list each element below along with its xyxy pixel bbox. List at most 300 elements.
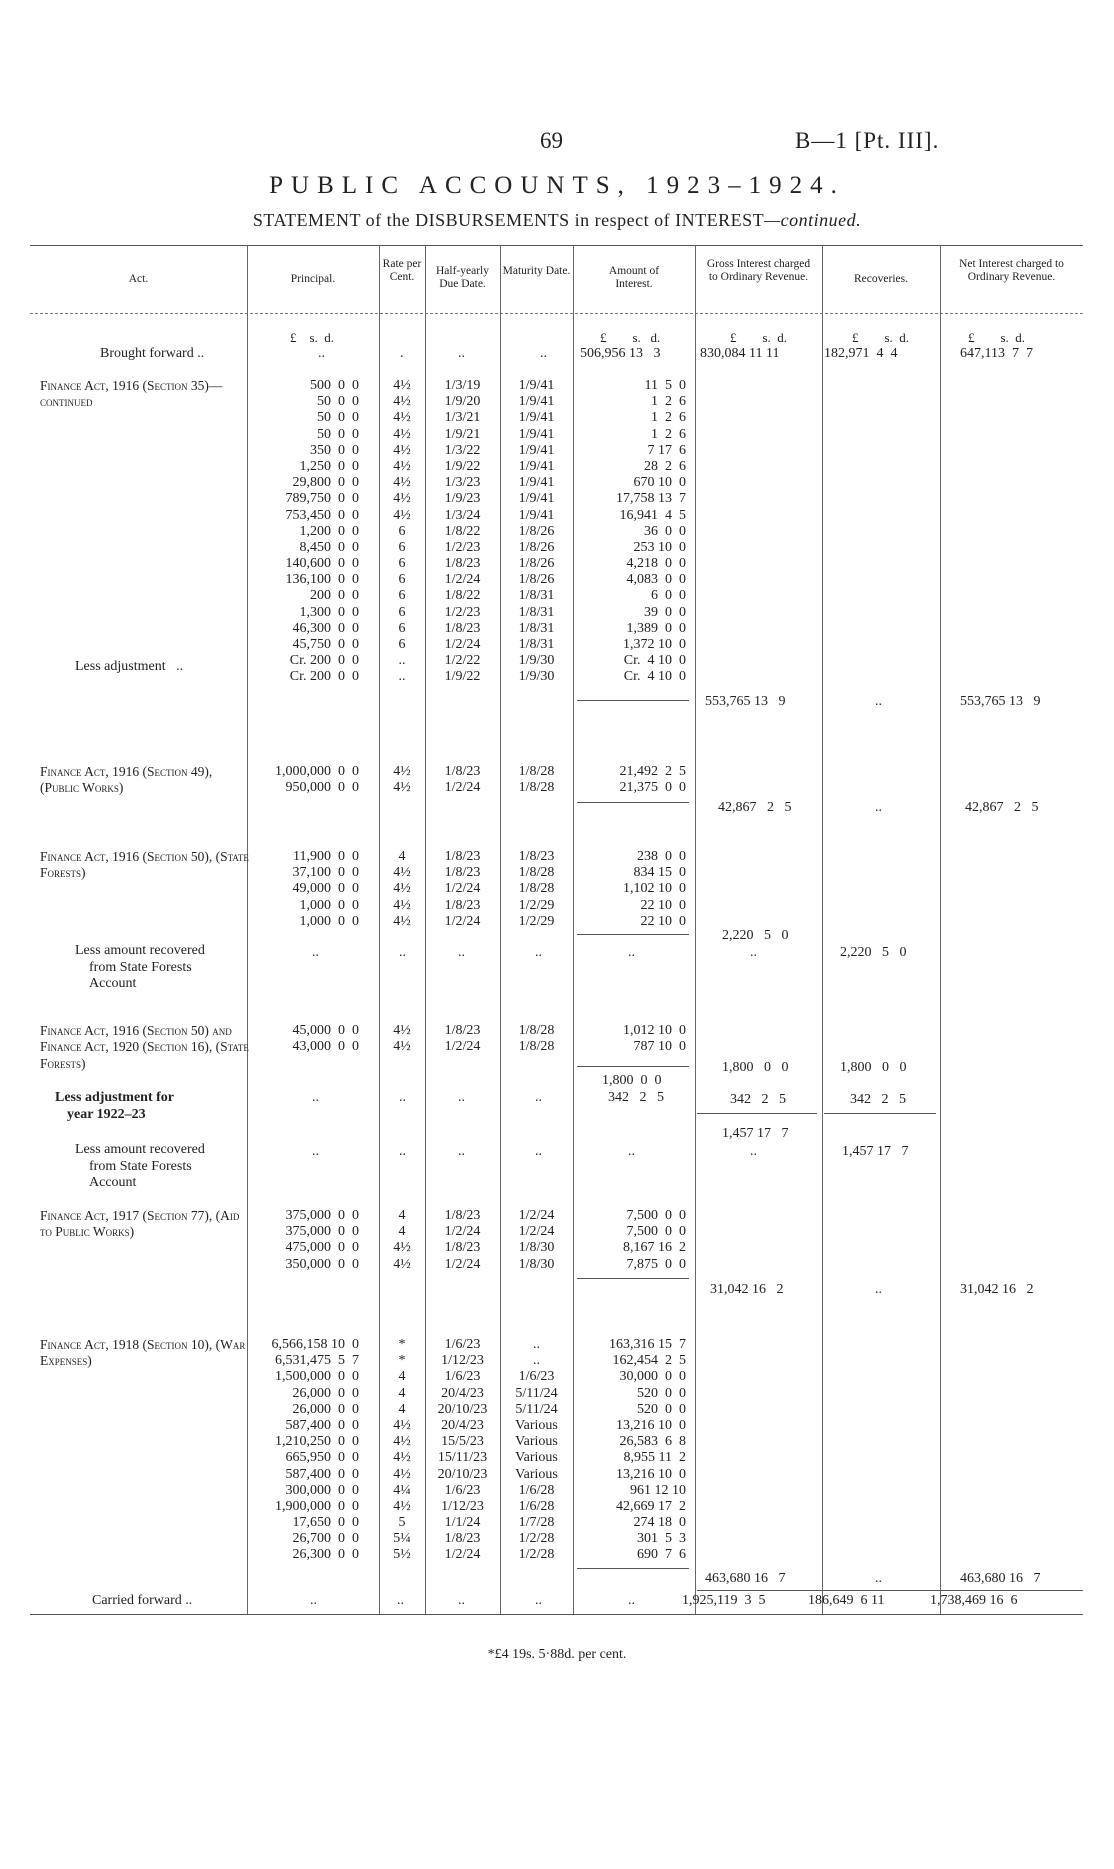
table-row (0, 865, 1114, 881)
maturity-cell: Various (515, 1434, 558, 1450)
less-recovered-label (75, 1142, 205, 1192)
subtotal-rule (577, 1278, 689, 1279)
half-yearly-cell: 1/12/23 (441, 1353, 484, 1369)
rate-cell: 4½ (393, 1256, 411, 1272)
rate-cell: 4½ (393, 764, 411, 779)
maturity-cell: 1/8/28 (518, 1023, 555, 1038)
table-row (0, 588, 1114, 604)
principal-cell: 26,000 0 0 (292, 1385, 359, 1401)
maturity-cell: 1/9/41 (518, 394, 555, 410)
header-rate: Rate per Cent. (382, 258, 422, 283)
section-recoveries: .. (875, 694, 882, 709)
carried-forward-principal: .. (310, 1593, 317, 1608)
maturity-cell: Various (515, 1417, 558, 1433)
maturity-cell: 1/8/31 (518, 604, 555, 620)
amount-cell: 834 15 0 (633, 865, 686, 881)
rate-cell: .. (398, 669, 406, 685)
header-net: Net Interest charged to Ordinary Revenue. (959, 258, 1064, 283)
table-row (0, 1023, 1114, 1039)
principal-cell: 475,000 0 0 (285, 1240, 359, 1256)
principal-cell: 26,300 0 0 (292, 1547, 359, 1563)
rate-cell: 6 (398, 620, 406, 636)
rate-cell: 5¼ (393, 1531, 411, 1547)
table-row (0, 1515, 1114, 1531)
principal-cell: 6,566,158 10 0 (271, 1337, 359, 1352)
half-yearly-cell: 20/4/23 (441, 1417, 484, 1433)
header-act: Act. (128, 273, 149, 285)
amount-cell: 787 10 0 (633, 1039, 686, 1055)
less-recovered-label (75, 943, 205, 993)
subtotal-rule (577, 934, 689, 935)
carried-forward-half: .. (458, 1593, 465, 1608)
amount-cell: 13,216 10 0 (616, 1466, 686, 1482)
page-title: PUBLIC ACCOUNTS, 1923–1924. (269, 172, 845, 199)
table-row (0, 572, 1114, 588)
maturity-cell: 1/8/26 (518, 539, 555, 555)
maturity-cell: 1/8/28 (518, 865, 555, 881)
maturity-cell: 1/9/41 (518, 507, 555, 523)
adjustment-recoveries: 342 2 5 (850, 1092, 906, 1107)
act-title: Finance Act, 1916 (Section 35)—continued (40, 378, 223, 409)
table-row (0, 1353, 1114, 1369)
maturity-cell: .. (533, 1353, 540, 1369)
amount-cell: 4,218 0 0 (626, 556, 686, 572)
dots: .. (750, 945, 757, 960)
rate-cell: 6 (398, 604, 406, 620)
table-row (0, 459, 1114, 475)
interest-rows (0, 1023, 1114, 1055)
section-subtotal: 1,800 0 0 (602, 1073, 662, 1088)
principal-cell: 45,750 0 0 (292, 637, 359, 652)
half-yearly-cell: 1/8/22 (444, 523, 481, 539)
amount-cell: 1 2 6 (651, 394, 686, 410)
principal-cell: 587,400 0 0 (285, 1466, 359, 1482)
subtotal-rule (824, 1113, 936, 1114)
table-top-rule (30, 245, 1083, 246)
amount-cell: 8,167 16 2 (623, 1240, 686, 1256)
dots: .. (535, 945, 542, 960)
section-recoveries: .. (875, 800, 882, 815)
brought-forward-label: Brought forward .. (100, 346, 205, 361)
less-recovered-line: from State Forests (89, 959, 192, 975)
principal-cell: 1,210,250 0 0 (275, 1434, 359, 1450)
table-row (0, 1499, 1114, 1515)
maturity-cell: Various (515, 1466, 558, 1482)
amount-cell: 690 7 6 (637, 1547, 686, 1563)
less-recovered-line: Account (89, 976, 137, 991)
half-yearly-cell: 1/8/22 (444, 588, 481, 604)
amount-cell: 7,500 0 0 (626, 1224, 686, 1240)
rate-cell: 4½ (393, 458, 411, 474)
principal-cell: 300,000 0 0 (285, 1482, 359, 1498)
table-row (0, 1208, 1114, 1224)
maturity-cell: 1/8/30 (518, 1256, 555, 1272)
brought-forward-recoveries: 182,971 4 4 (824, 346, 898, 361)
half-yearly-cell: 1/9/23 (444, 491, 481, 507)
amount-cell: 162,454 2 5 (612, 1353, 686, 1369)
recovered-amount: 1,457 17 7 (842, 1144, 909, 1159)
less-recovered-line: Account (89, 1175, 137, 1190)
maturity-cell: 1/8/31 (518, 588, 555, 604)
principal-cell: 665,950 0 0 (285, 1450, 359, 1466)
principal-cell: 45,000 0 0 (292, 1023, 359, 1038)
dots: .. (628, 1144, 635, 1159)
principal-cell: 43,000 0 0 (292, 1039, 359, 1055)
principal-cell: 375,000 0 0 (285, 1208, 359, 1223)
table-row (0, 556, 1114, 572)
maturity-cell: 1/6/28 (518, 1498, 555, 1514)
rate-cell: 6 (398, 637, 406, 652)
less-adjustment-line: Less adjustment for (55, 1090, 174, 1105)
amount-cell: 4,083 0 0 (626, 572, 686, 588)
amount-cell: 22 10 0 (640, 913, 686, 929)
act-title: Finance Act, 1917 (Section 77), (Aid to Public Works) (40, 1208, 240, 1239)
half-yearly-cell: 1/2/24 (444, 1547, 481, 1563)
subtotal-rule (577, 802, 689, 803)
maturity-cell: 1/2/24 (518, 1224, 555, 1240)
table-row (0, 378, 1114, 394)
table-row (0, 914, 1114, 930)
half-yearly-cell: 1/8/23 (444, 865, 481, 881)
section-gross: 1,800 0 0 (722, 1060, 789, 1075)
principal-cell: 350,000 0 0 (285, 1256, 359, 1272)
less-adjustment-line: year 1922–23 (67, 1106, 146, 1122)
rate-cell: 4½ (393, 897, 411, 913)
section-net: 42,867 2 5 (965, 800, 1039, 815)
act-title: Finance Act, 1916 (Section 49), (Public Works) (40, 764, 213, 795)
maturity-cell: 5/11/24 (515, 1385, 558, 1401)
half-yearly-cell: 1/3/19 (444, 378, 481, 393)
half-yearly-cell: 1/12/23 (441, 1498, 484, 1514)
principal-cell: 1,300 0 0 (299, 604, 359, 620)
carried-forward-amount: .. (628, 1593, 635, 1608)
maturity-cell: 1/9/41 (518, 442, 555, 458)
dots: .. (312, 945, 319, 960)
maturity-cell: 1/9/41 (518, 378, 555, 393)
rate-cell: 4 (398, 1224, 406, 1240)
rate-cell: 4¼ (393, 1482, 411, 1498)
table-row (0, 780, 1114, 796)
carried-forward-recoveries: 186,649 6 11 (808, 1593, 885, 1608)
maturity-cell: 1/2/29 (518, 913, 555, 929)
table-row (0, 1337, 1114, 1353)
principal-cell: 8,450 0 0 (299, 539, 359, 555)
maturity-cell: 1/8/26 (518, 572, 555, 588)
principal-cell: 950,000 0 0 (285, 780, 359, 796)
table-row (0, 491, 1114, 507)
currency-gross: £ s. d. (730, 330, 788, 345)
section-recoveries: .. (875, 1571, 882, 1586)
principal-cell: 350 0 0 (310, 442, 359, 458)
table-row (0, 540, 1114, 556)
table-row (0, 1418, 1114, 1434)
header-maturity: Maturity Date. (502, 265, 571, 277)
less-adjustment-label: Less adjustment .. (75, 659, 184, 674)
table-row (0, 524, 1114, 540)
rate-cell: 4½ (393, 410, 411, 426)
half-yearly-cell: 1/8/23 (444, 556, 481, 572)
amount-cell: 13,216 10 0 (616, 1417, 686, 1433)
principal-cell: 49,000 0 0 (292, 881, 359, 897)
interest-rows (0, 849, 1114, 930)
half-yearly-cell: 1/6/23 (444, 1482, 481, 1498)
maturity-cell: 1/6/23 (518, 1369, 555, 1385)
table-row (0, 1450, 1114, 1466)
principal-cell: Cr. 200 0 0 (289, 653, 359, 669)
brought-forward-net: 647,113 7 7 (960, 346, 1033, 361)
amount-cell: 1,012 10 0 (623, 1023, 686, 1038)
maturity-cell: 1/8/26 (518, 523, 555, 539)
maturity-cell: 1/8/28 (518, 780, 555, 796)
table-row (0, 1386, 1114, 1402)
table-row (0, 508, 1114, 524)
less-adjustment-label (55, 1090, 174, 1123)
amount-cell: Cr. 4 10 0 (623, 669, 686, 685)
principal-cell: 50 0 0 (317, 426, 359, 442)
currency-principal: £ s. d. (290, 330, 335, 345)
maturity-cell: 1/9/30 (518, 653, 555, 669)
half-yearly-cell: 1/8/23 (444, 1240, 481, 1256)
rate-cell: 6 (398, 539, 406, 555)
table-row (0, 1224, 1114, 1240)
maturity-cell: 1/2/28 (518, 1531, 555, 1547)
amount-cell: 21,492 2 5 (619, 764, 686, 779)
section-gross: 463,680 16 7 (705, 1571, 786, 1586)
maturity-cell: 1/2/29 (518, 897, 555, 913)
amount-cell: 163,316 15 7 (609, 1337, 686, 1352)
half-yearly-cell: 1/8/23 (444, 897, 481, 913)
amount-cell: 1,389 0 0 (626, 620, 686, 636)
rate-cell: 4½ (393, 913, 411, 929)
subtotal-rule (697, 1113, 817, 1114)
table-row (0, 764, 1114, 780)
footnote: *£4 19s. 5·88d. per cent. (487, 1647, 627, 1662)
table-row (0, 1257, 1114, 1273)
rate-cell: * (398, 1353, 406, 1369)
table-row (0, 605, 1114, 621)
rate-cell: 4½ (393, 865, 411, 881)
amount-cell: 961 12 10 (630, 1482, 686, 1498)
rate-cell: * (398, 1337, 406, 1352)
table-row (0, 1483, 1114, 1499)
currency-net: £ s. d. (968, 330, 1026, 345)
act-title: Finance Act, 1916 (Section 50), (State Forests) (40, 849, 249, 880)
principal-cell: 37,100 0 0 (292, 865, 359, 881)
rate-cell: 6 (398, 572, 406, 588)
table-row (0, 443, 1114, 459)
interest-rows (0, 378, 1114, 686)
carried-forward-maturity: .. (535, 1593, 542, 1608)
interest-rows (0, 1208, 1114, 1273)
act-title: Finance Act, 1916 (Section 50) and Finance Act, 1920 (Section 16), (State Forests) (40, 1023, 249, 1071)
maturity-cell: Various (515, 1450, 558, 1466)
section-net: 463,680 16 7 (960, 1571, 1041, 1586)
amount-cell: 28 2 6 (644, 458, 686, 474)
header-recoveries: Recoveries. (854, 273, 908, 285)
table-row (0, 1240, 1114, 1256)
section-gross: 42,867 2 5 (718, 800, 792, 815)
amount-cell: 1,102 10 0 (623, 881, 686, 897)
principal-cell: 136,100 0 0 (285, 572, 359, 588)
dots: .. (628, 945, 635, 960)
rate-cell: 5 (398, 1515, 406, 1531)
half-yearly-cell: 1/2/24 (444, 637, 481, 652)
half-yearly-cell: 1/3/21 (444, 410, 481, 426)
subtotal-rule (577, 1066, 689, 1067)
maturity-cell: 1/8/26 (518, 556, 555, 572)
dots: .. (399, 1090, 406, 1105)
section-recoveries: .. (875, 1282, 882, 1297)
half-yearly-cell: 1/2/23 (444, 604, 481, 620)
table-row (0, 881, 1114, 897)
maturity-cell: 1/8/28 (518, 881, 555, 897)
amount-cell: 253 10 0 (633, 539, 686, 555)
half-yearly-cell: 15/11/23 (437, 1450, 488, 1466)
table-row (0, 427, 1114, 443)
rate-cell: 4½ (393, 1466, 411, 1482)
half-yearly-cell: 1/8/23 (444, 764, 481, 779)
subtitle-continued: —continued. (764, 210, 862, 230)
table-row (0, 1402, 1114, 1418)
half-yearly-cell: 1/8/23 (444, 849, 481, 864)
half-yearly-cell: 1/9/22 (444, 458, 481, 474)
maturity-cell: 1/9/41 (518, 410, 555, 426)
table-row (0, 1434, 1114, 1450)
dots: .. (750, 1144, 757, 1159)
amount-cell: 26,583 6 8 (619, 1434, 686, 1450)
principal-cell: 1,250 0 0 (299, 458, 359, 474)
maturity-cell: 1/9/30 (518, 669, 555, 685)
table-row (0, 475, 1114, 491)
section-gross: 31,042 16 2 (710, 1282, 784, 1297)
header-half-yearly: Half-yearly Due Date. (436, 265, 489, 290)
maturity-cell: 1/8/31 (518, 620, 555, 636)
subtotal-rule (577, 1568, 689, 1569)
principal-cell: 46,300 0 0 (292, 620, 359, 636)
rate-cell: 4 (398, 1208, 406, 1223)
amount-cell: 238 0 0 (637, 849, 686, 864)
header-amount: Amount of Interest. (608, 265, 660, 290)
table-row (0, 410, 1114, 426)
header-bottom-rule (30, 313, 1083, 314)
maturity-cell: 1/8/28 (518, 1039, 555, 1055)
half-yearly-cell: 1/8/23 (444, 1023, 481, 1038)
dots: .. (458, 945, 465, 960)
half-yearly-cell: 1/6/23 (444, 1369, 481, 1385)
rate-cell: 5½ (393, 1547, 411, 1563)
section-net: 553,765 13 9 (960, 694, 1041, 709)
section-net: 31,042 16 2 (960, 1282, 1034, 1297)
half-yearly-cell: 1/8/23 (444, 620, 481, 636)
rate-cell: 4½ (393, 491, 411, 507)
table-row (0, 898, 1114, 914)
table-row (0, 637, 1114, 653)
amount-cell: 1,372 10 0 (623, 637, 686, 652)
header-gross: Gross Interest charged to Ordinary Revenue. (706, 258, 811, 283)
half-yearly-cell: 1/8/23 (444, 1208, 481, 1223)
header-principal: Principal. (290, 273, 336, 285)
principal-cell: 50 0 0 (317, 394, 359, 410)
carried-forward-label: Carried forward .. (92, 1593, 193, 1608)
rate-cell: 4½ (393, 1039, 411, 1055)
maturity-cell: 1/7/28 (518, 1515, 555, 1531)
half-yearly-cell: 1/3/22 (444, 442, 481, 458)
dots: .. (535, 1090, 542, 1105)
maturity-cell: 1/8/28 (518, 764, 555, 779)
amount-cell: 520 0 0 (637, 1385, 686, 1401)
section-gross: 553,765 13 9 (705, 694, 786, 709)
amount-cell: Cr. 4 10 0 (623, 653, 686, 669)
dots: .. (458, 1144, 465, 1159)
carried-forward-net: 1,738,469 16 6 (930, 1593, 1018, 1608)
half-yearly-cell: 20/10/23 (437, 1401, 488, 1417)
half-yearly-cell: 1/2/24 (444, 1224, 481, 1240)
rate-cell: 4½ (393, 378, 411, 393)
principal-cell: 6,531,475 5 7 (275, 1353, 359, 1369)
amount-cell: 7,500 0 0 (626, 1208, 686, 1223)
rate-cell: 4½ (393, 1023, 411, 1038)
dots: .. (312, 1090, 319, 1105)
half-yearly-cell: 1/9/22 (444, 669, 481, 685)
maturity-cell: 1/8/23 (518, 849, 555, 864)
rate-cell: 4 (398, 1369, 406, 1385)
rate-cell: 4½ (393, 1434, 411, 1450)
rate-cell: 6 (398, 588, 406, 604)
section-recoveries: 2,220 5 0 (840, 945, 907, 960)
half-yearly-cell: 20/10/23 (437, 1466, 488, 1482)
amount-cell: 7 17 6 (647, 442, 686, 458)
rate-cell: 4½ (393, 1450, 411, 1466)
half-yearly-cell: 1/2/24 (444, 780, 481, 796)
principal-cell: 26,000 0 0 (292, 1401, 359, 1417)
half-yearly-cell: 1/3/24 (444, 507, 481, 523)
rate-cell: 4 (398, 1401, 406, 1417)
half-yearly-cell: 1/2/24 (444, 572, 481, 588)
maturity-cell: 1/8/31 (518, 637, 555, 652)
maturity-cell: 1/9/41 (518, 426, 555, 442)
less-recovered-line: Less amount recovered (75, 1142, 205, 1157)
principal-cell: Cr. 200 0 0 (289, 669, 359, 685)
dots: .. (399, 1144, 406, 1159)
maturity-cell: 1/2/24 (518, 1208, 555, 1223)
principal-cell: 17,650 0 0 (292, 1515, 359, 1531)
currency-amount: £ s. d. (600, 330, 661, 345)
rate-cell: 4½ (393, 1417, 411, 1433)
half-yearly-cell: 15/5/23 (441, 1434, 484, 1450)
amount-cell: 7,875 0 0 (626, 1256, 686, 1272)
amount-cell: 6 0 0 (651, 588, 686, 604)
half-yearly-cell: 1/2/23 (444, 539, 481, 555)
maturity-cell: .. (533, 1337, 540, 1352)
dots: .. (312, 1144, 319, 1159)
half-yearly-cell: 1/3/23 (444, 475, 481, 491)
principal-cell: 26,700 0 0 (292, 1531, 359, 1547)
half-yearly-cell: 1/9/20 (444, 394, 481, 410)
amount-cell: 30,000 0 0 (619, 1369, 686, 1385)
half-yearly-cell: 1/2/24 (444, 913, 481, 929)
amount-cell: 301 5 3 (637, 1531, 686, 1547)
half-yearly-cell: 20/4/23 (441, 1385, 484, 1401)
table-row (0, 1547, 1114, 1563)
rate-cell: 4½ (393, 426, 411, 442)
less-recovered-line: from State Forests (89, 1158, 192, 1174)
page-number: 69 (540, 128, 563, 153)
rate-cell: 6 (398, 556, 406, 572)
brought-forward-rate: . (400, 346, 404, 361)
maturity-cell: 1/9/41 (518, 458, 555, 474)
rate-cell: 4 (398, 1385, 406, 1401)
rate-cell: 4½ (393, 881, 411, 897)
